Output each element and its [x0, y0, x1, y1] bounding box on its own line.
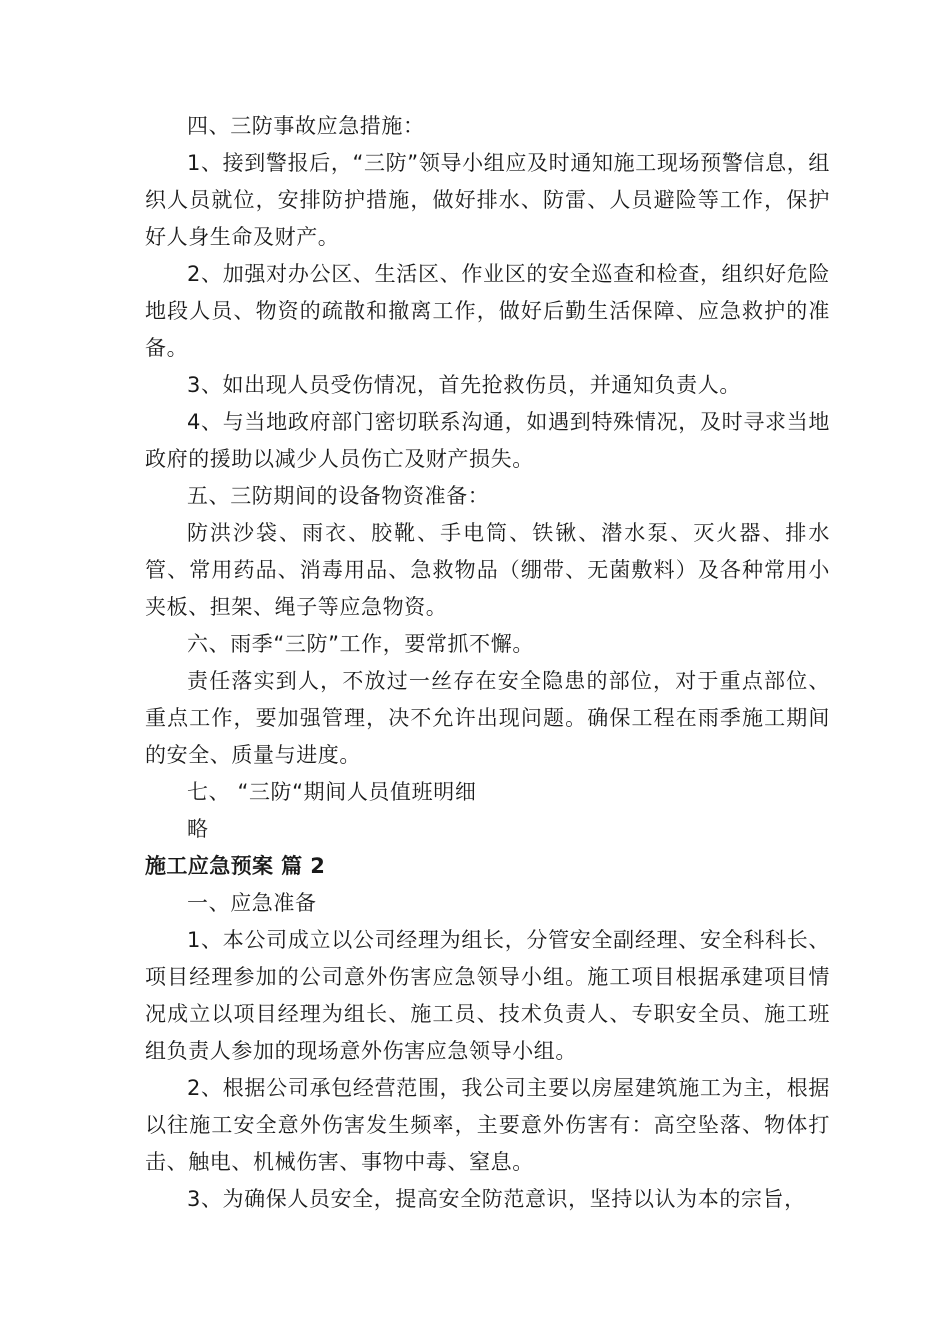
- paragraph-prep-item-2: 2、根据公司承包经营范围，我公司主要以房屋建筑施工为主，根据以往施工安全意外伤害发生频率，主要意外伤害有：高空坠落、物体打击、触电、机械伤害、事物中毒、窒息。: [145, 1076, 830, 1174]
- section-heading-duty-roster: 七、 “三防“期间人员值班明细: [187, 780, 477, 804]
- paragraph-item-4: 4、与当地政府部门密切联系沟通，如遇到特殊情况，及时寻求当地政府的援助以减少人员伤亡及财产损失。: [145, 410, 830, 471]
- paragraph-equipment-list: 防洪沙袋、雨衣、胶靴、手电筒、铁锹、潜水泵、灭火器、排水管、常用药品、消毒用品、急救物品（绷带、无菌敷料）及各种常用小夹板、担架、绳子等应急物资。: [145, 521, 830, 619]
- paragraph-item-1: 1、接到警报后，“三防”领导小组应及时通知施工现场预警信息，组织人员就位，安排防护措施，做好排水、防雷、人员避险等工作，保护好人身生命及财产。: [145, 151, 830, 249]
- paragraph-prep-item-1: 1、本公司成立以公司经理为组长，分管安全副经理、安全科科长、项目经理参加的公司意外伤害应急领导小组。施工项目根据承建项目情况成立以项目经理为组长、施工员、技术负责人、专职安全员、施工班组负责人参加的现场意外伤害应急领导小组。: [145, 928, 830, 1063]
- paragraph-item-3: 3、如出现人员受伤情况，首先抢救伤员，并通知负责人。: [187, 373, 741, 397]
- section-heading-rainy-season: 六、雨季“三防”工作，要常抓不懈。: [187, 632, 534, 656]
- section-heading-emergency-preparation: 一、应急准备: [187, 891, 317, 915]
- article-title-plan-2: 施工应急预案 篇 2: [145, 854, 326, 878]
- paragraph-prep-item-3: 3、为确保人员安全，提高安全防范意识，坚持以认为本的宗旨，: [187, 1187, 806, 1211]
- section-heading-emergency-measures: 四、三防事故应急措施：: [187, 114, 425, 138]
- section-heading-equipment-supplies: 五、三防期间的设备物资准备：: [187, 484, 490, 508]
- paragraph-responsibility: 责任落实到人，不放过一丝存在安全隐患的部位，对于重点部位、重点工作，要加强管理，决不允许出现问题。确保工程在雨季施工期间的安全、质量与进度。: [145, 669, 830, 767]
- paragraph-item-2: 2、加强对办公区、生活区、作业区的安全巡查和检查，组织好危险地段人员、物资的疏散和撤离工作，做好后勤生活保障、应急救护的准备。: [145, 262, 830, 360]
- paragraph-omitted: 略: [187, 817, 209, 841]
